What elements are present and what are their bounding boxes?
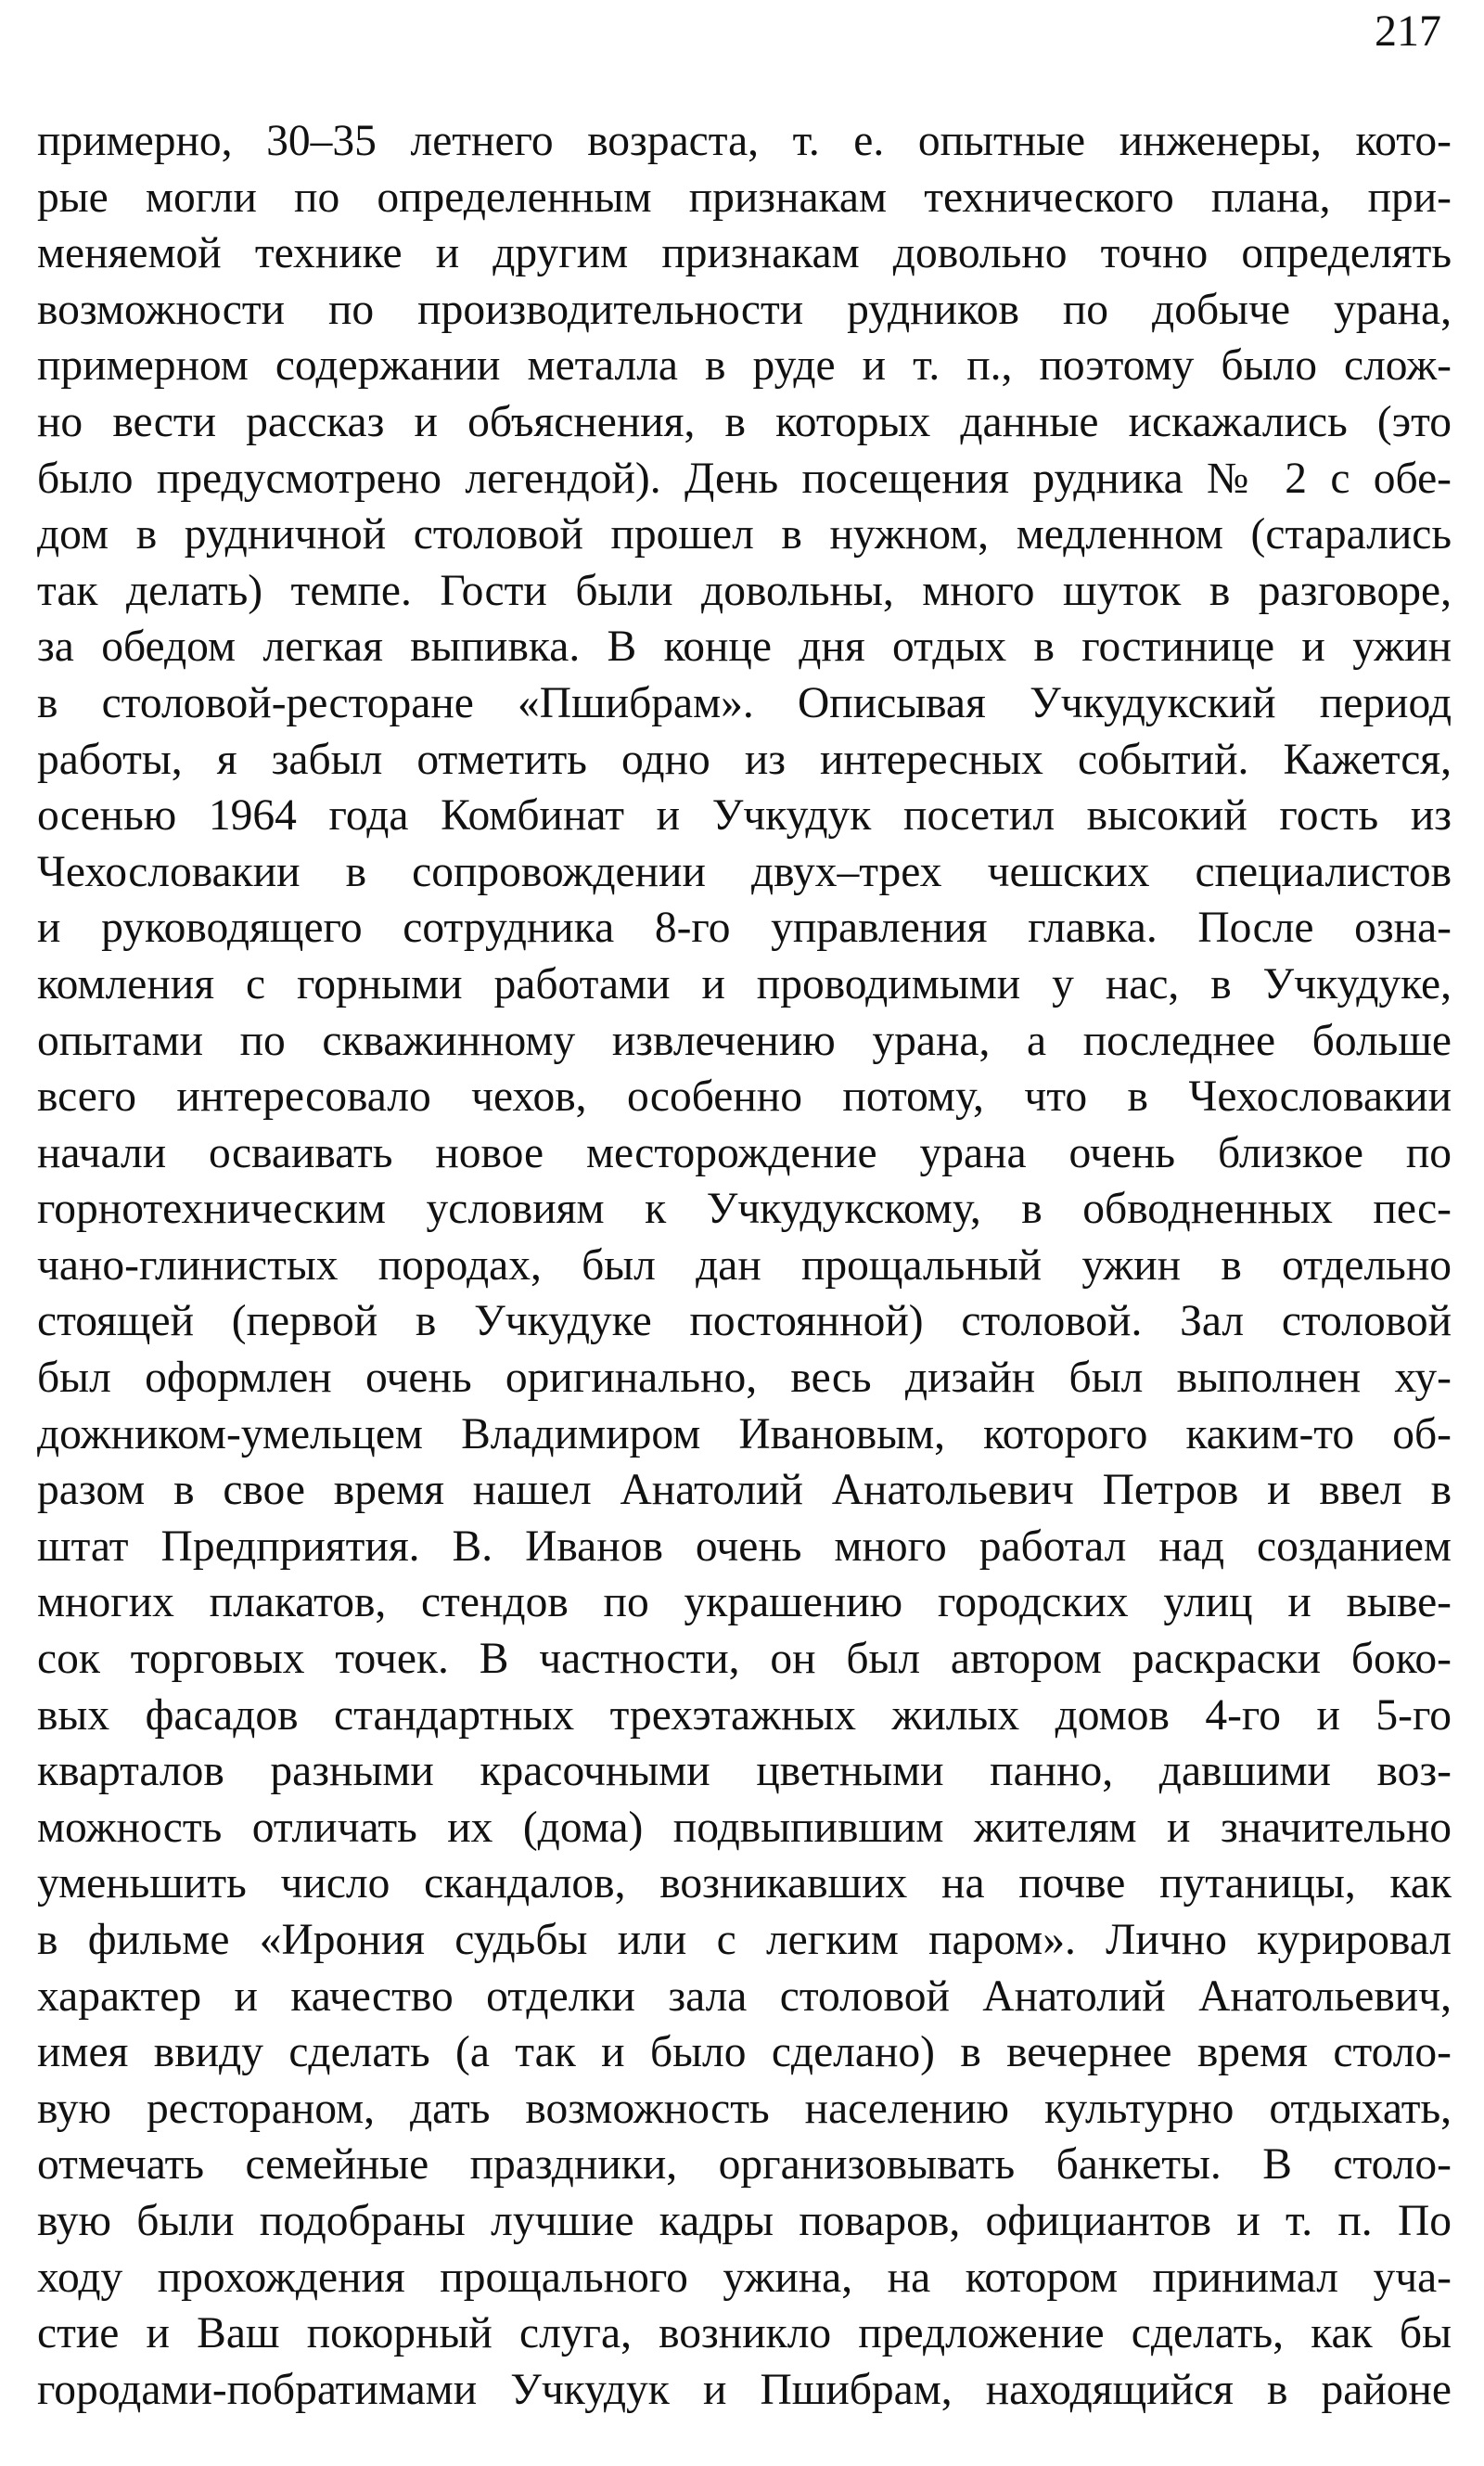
text-line: примерно, 30–35 летнего возраста, т. е. опытные инженеры, кото- xyxy=(37,117,1452,165)
text-line: городами-побратимами Учкудук и Пшибрам, находящийся в районе xyxy=(37,2365,1452,2414)
text-line: можность отличать их (дома) подвыпившим жителям и значительно xyxy=(37,1803,1452,1852)
text-line: дом в рудничной столовой прошел в нужном, медленном (старались xyxy=(37,510,1452,559)
text-line: кварталов разными красочными цветными панно, давшими воз- xyxy=(37,1747,1452,1796)
text-line: рые могли по определенным признакам технического плана, при- xyxy=(37,173,1452,222)
text-line: отмечать семейные праздники, организовывать банкеты. В столо- xyxy=(37,2140,1452,2190)
text-line: но вести рассказ и объяснения, в которых данные искажались (это xyxy=(37,397,1452,446)
text-line: начали осваивать новое месторождение урана очень близкое по xyxy=(37,1128,1452,1177)
text-line: стоящей (первой в Учкудуке постоянной) столовой. Зал столовой xyxy=(37,1297,1452,1346)
text-line: горнотехническим условиям к Учкудукскому, в обводненных пес- xyxy=(37,1185,1452,1234)
page-number: 217 xyxy=(1375,6,1441,56)
text-line: сок торговых точек. В частности, он был автором раскраски боко- xyxy=(37,1635,1452,1684)
text-line: опытами по скважинному извлечению урана, а последнее больше xyxy=(37,1016,1452,1065)
text-line: меняемой технике и другим признакам довольно точно определять xyxy=(37,229,1452,278)
text-line: примерном содержании металла в руде и т. п., поэтому было слож- xyxy=(37,341,1452,391)
text-line: за обедом легкая выпивка. В конце дня отдых в гостинице и ужин xyxy=(37,623,1452,672)
text-line: так делать) темпе. Гости были довольны, много шуток в разговоре, xyxy=(37,566,1452,615)
text-line: осенью 1964 года Комбинат и Учкудук посетил высокий гость из xyxy=(37,791,1452,841)
text-line: имея ввиду сделать (а так и было сделано) в вечернее время столо- xyxy=(37,2028,1452,2077)
text-line: в столовой-ресторане «Пшибрам». Описывая Учкудукский период xyxy=(37,678,1452,727)
text-line: чано-глинистых породах, был дан прощальный ужин в отдельно xyxy=(37,1240,1452,1290)
text-line: был оформлен очень оригинально, весь дизайн был выполнен ху- xyxy=(37,1354,1452,1403)
text-line: работы, я забыл отметить одно из интересных событий. Кажется, xyxy=(37,735,1452,784)
text-line: вую рестораном, дать возможность населению культурно отдыхать, xyxy=(37,2084,1452,2133)
text-line: вую были подобраны лучшие кадры поваров, официантов и т. п. По xyxy=(37,2196,1452,2245)
text-line: стие и Ваш покорный слуга, возникло предложение сделать, как бы xyxy=(37,2309,1452,2358)
text-line: было предусмотрено легендой). День посещения рудника № 2 с обе- xyxy=(37,454,1452,503)
text-line: характер и качество отделки зала столовой Анатолий Анатольевич, xyxy=(37,1972,1452,2021)
text-line: и руководящего сотрудника 8-го управления главка. После озна- xyxy=(37,904,1452,953)
text-line: штат Предприятия. В. Иванов очень много работал над созданием xyxy=(37,1522,1452,1571)
text-line: разом в свое время нашел Анатолий Анатольевич Петров и ввел в xyxy=(37,1466,1452,1515)
text-line: дожником-умельцем Владимиром Ивановым, которого каким-то об- xyxy=(37,1409,1452,1458)
text-line: всего интересовало чехов, особенно потому, что в Чехословакии xyxy=(37,1072,1452,1122)
text-line: вых фасадов стандартных трехэтажных жилых домов 4-го и 5-го xyxy=(37,1690,1452,1740)
text-line: уменьшить число скандалов, возникавших на почве путаницы, как xyxy=(37,1859,1452,1908)
text-line: ходу прохождения прощального ужина, на котором принимал уча- xyxy=(37,2253,1452,2302)
body-text xyxy=(37,113,1452,2418)
text-line: Чехословакии в сопровождении двух–трех чешских специалистов xyxy=(37,847,1452,896)
text-line: многих плакатов, стендов по украшению городских улиц и выве- xyxy=(37,1578,1452,1627)
text-line: возможности по производительности рудников по добыче урана, xyxy=(37,285,1452,334)
text-line: комления с горными работами и проводимыми у нас, в Учкудуке, xyxy=(37,959,1452,1008)
text-line: в фильме «Ирония судьбы или с легким паром». Лично курировал xyxy=(37,1916,1452,1964)
